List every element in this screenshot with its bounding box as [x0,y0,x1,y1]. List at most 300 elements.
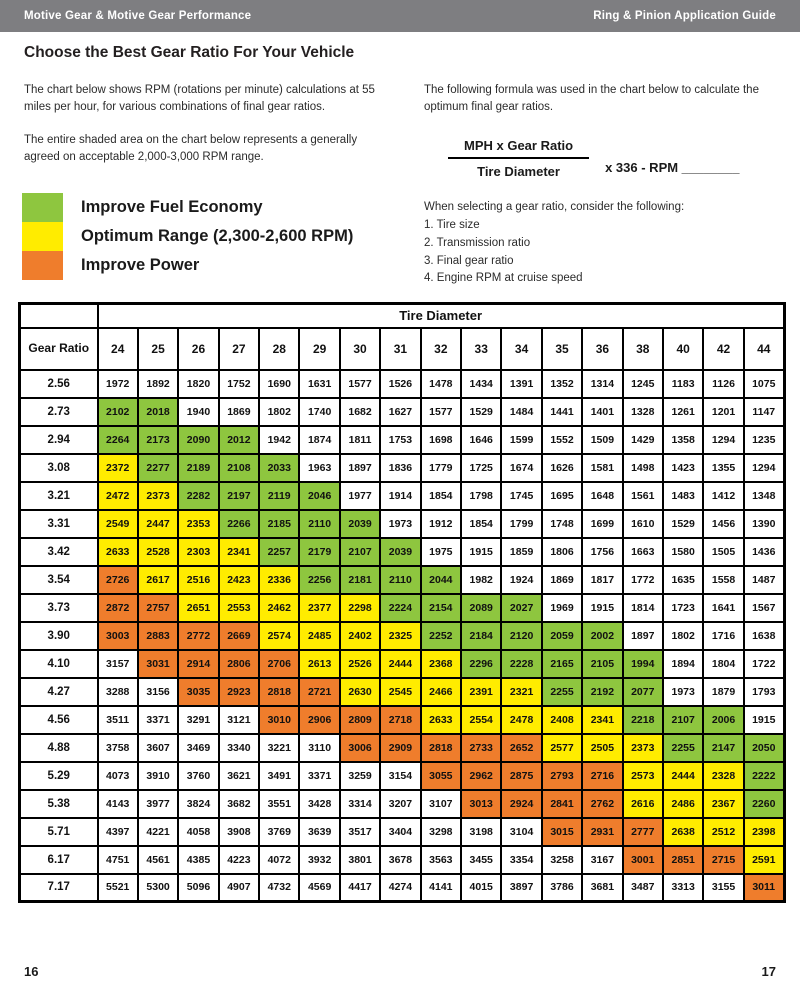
rpm-cell: 2633 [421,706,461,734]
rpm-cell: 2154 [421,594,461,622]
rpm-cell: 3198 [461,818,501,846]
rpm-cell: 1626 [542,454,582,482]
consideration-item: 3. Final gear ratio [424,254,514,267]
rpm-cell: 4397 [98,818,138,846]
rpm-cell: 1526 [380,370,420,398]
rpm-cell: 3801 [340,846,380,874]
rpm-cell: 1245 [623,370,663,398]
table-row [20,650,785,678]
tire-size-cell: 29 [299,328,339,370]
rpm-cell: 2257 [259,538,299,566]
rpm-cell: 2777 [623,818,663,846]
rpm-table [18,302,786,903]
rpm-cell: 1674 [501,454,541,482]
gear-ratio-cell: 3.31 [20,510,98,538]
gear-ratio-cell: 3.42 [20,538,98,566]
rpm-cell: 2591 [744,846,784,874]
table-row [20,482,785,510]
consideration-item: 4. Engine RPM at cruise speed [424,272,583,285]
rpm-cell: 2110 [299,510,339,538]
rpm-cell: 2512 [703,818,743,846]
rpm-cell: 2090 [178,426,218,454]
rpm-cell: 1690 [259,370,299,398]
rpm-cell: 2706 [259,650,299,678]
rpm-cell: 4732 [259,874,299,902]
rpm-cell: 3760 [178,762,218,790]
gear-ratio-cell: 5.71 [20,818,98,846]
rpm-cell: 1879 [703,678,743,706]
tire-size-cell: 24 [98,328,138,370]
rpm-cell: 1940 [178,398,218,426]
rpm-cell: 3110 [299,734,339,762]
rpm-cell: 2147 [703,734,743,762]
table-row [20,734,785,762]
rpm-cell: 3428 [299,790,339,818]
formula-numerator: MPH x Gear Ratio [448,138,589,159]
rpm-cell: 4569 [299,874,339,902]
rpm-cell: 3291 [178,706,218,734]
rpm-cell: 1294 [744,454,784,482]
rpm-cell: 4223 [219,846,259,874]
rpm-cell: 3769 [259,818,299,846]
rpm-cell: 1802 [259,398,299,426]
rpm-cell: 1752 [219,370,259,398]
rpm-cell: 2718 [380,706,420,734]
rpm-cell: 1723 [663,594,703,622]
rpm-cell: 4385 [178,846,218,874]
rpm-cell: 1793 [744,678,784,706]
gear-ratio-cell: 4.56 [20,706,98,734]
rpm-cell: 4221 [138,818,178,846]
rpm-cell: 1874 [299,426,339,454]
rpm-cell: 2528 [138,538,178,566]
rpm-cell: 2872 [98,594,138,622]
rpm-cell: 2630 [340,678,380,706]
rpm-cell: 2757 [138,594,178,622]
rpm-cell: 3015 [542,818,582,846]
rpm-cell: 1423 [663,454,703,482]
rpm-cell: 1627 [380,398,420,426]
column-header-row [20,328,785,370]
rpm-cell: 2266 [219,510,259,538]
rpm-cell: 1355 [703,454,743,482]
rpm-cell: 2328 [703,762,743,790]
gear-ratio-cell: 4.88 [20,734,98,762]
rpm-cell: 1854 [421,482,461,510]
rpm-cell: 2377 [299,594,339,622]
rpm-cell: 2165 [542,650,582,678]
rpm-cell: 2050 [744,734,784,762]
rpm-cell: 2255 [663,734,703,762]
rpm-cell: 2931 [582,818,622,846]
rpm-cell: 1756 [582,538,622,566]
rpm-cell: 1804 [703,650,743,678]
rpm-cell: 3551 [259,790,299,818]
rpm-cell: 4143 [98,790,138,818]
rpm-cell: 3031 [138,650,178,678]
rpm-cell: 2633 [98,538,138,566]
rpm-cell: 2077 [623,678,663,706]
rpm-cell: 4015 [461,874,501,902]
rpm-cell: 2222 [744,762,784,790]
rpm-cell: 3288 [98,678,138,706]
intro-paragraph-2: The entire shaded area on the chart below represents a generally agreed on acceptable 2,000-3,000 RPM range. [24,134,358,164]
rpm-cell: 1484 [501,398,541,426]
table-row [20,706,785,734]
rpm-cell: 2447 [138,510,178,538]
rpm-cell: 2806 [219,650,259,678]
gear-ratio-cell: 3.73 [20,594,98,622]
rpm-cell: 2102 [98,398,138,426]
rpm-cell: 2851 [663,846,703,874]
rpm-cell: 1412 [703,482,743,510]
rpm-cell: 1859 [501,538,541,566]
rpm-cell: 1915 [461,538,501,566]
page-number-right: 17 [761,964,776,979]
rpm-cell: 2669 [219,622,259,650]
rpm-cell: 2398 [744,818,784,846]
table-row [20,398,785,426]
rpm-cell: 1799 [501,510,541,538]
rpm-cell: 3487 [623,874,663,902]
rpm-cell: 2341 [582,706,622,734]
rpm-cell: 2277 [138,454,178,482]
rpm-cell: 2726 [98,566,138,594]
rpm-cell: 3104 [501,818,541,846]
rpm-cell: 1577 [421,398,461,426]
tire-size-cell: 28 [259,328,299,370]
rpm-cell: 1552 [542,426,582,454]
table-row [20,454,785,482]
rpm-cell: 1748 [542,510,582,538]
table-row [20,790,785,818]
tire-size-cell: 36 [582,328,622,370]
rpm-cell: 2923 [219,678,259,706]
considerations-list [424,217,583,288]
tire-size-cell: 44 [744,328,784,370]
rpm-cell: 2485 [299,622,339,650]
rpm-cell: 1567 [744,594,784,622]
rpm-cell: 2909 [380,734,420,762]
rpm-cell: 1235 [744,426,784,454]
gear-ratio-cell: 3.90 [20,622,98,650]
rpm-cell: 1352 [542,370,582,398]
gear-ratio-cell: 5.38 [20,790,98,818]
table-row [20,678,785,706]
rpm-cell: 2296 [461,650,501,678]
rpm-cell: 2325 [380,622,420,650]
rpm-cell: 2652 [501,734,541,762]
rpm-cell: 1498 [623,454,663,482]
rpm-cell: 3897 [501,874,541,902]
corner-cell [20,304,98,328]
rpm-cell: 2554 [461,706,501,734]
rpm-cell: 1328 [623,398,663,426]
rpm-cell: 3621 [219,762,259,790]
gear-ratio-cell: 2.56 [20,370,98,398]
rpm-cell: 1915 [582,594,622,622]
rpm-cell: 1580 [663,538,703,566]
rpm-cell: 1483 [663,482,703,510]
rpm-cell: 2553 [219,594,259,622]
rpm-cell: 1441 [542,398,582,426]
rpm-cell: 1648 [582,482,622,510]
rpm-cell: 2046 [299,482,339,510]
legend-label: Improve Fuel Economy [81,198,263,216]
rpm-cell: 4561 [138,846,178,874]
rpm-cell: 2372 [98,454,138,482]
table-row [20,874,785,902]
rpm-cell: 2044 [421,566,461,594]
rpm-cell: 2402 [340,622,380,650]
rpm-cell: 2444 [663,762,703,790]
rpm-cell: 3121 [219,706,259,734]
rpm-cell: 3786 [542,874,582,902]
rpm-cell: 1969 [542,594,582,622]
rpm-cell: 4072 [259,846,299,874]
rpm-cell: 2018 [138,398,178,426]
rpm-cell: 1798 [461,482,501,510]
rpm-cell: 3758 [98,734,138,762]
rpm-cell: 3908 [219,818,259,846]
rpm-cell: 2549 [98,510,138,538]
rpm-cell: 1201 [703,398,743,426]
legend-swatch-optimum-range [22,222,63,251]
table-row [20,762,785,790]
rpm-cell: 2107 [663,706,703,734]
gear-ratio-cell: 3.08 [20,454,98,482]
rpm-cell: 2818 [259,678,299,706]
rpm-cell: 1183 [663,370,703,398]
formula-fraction [448,138,589,179]
table-row [20,594,785,622]
rpm-cell: 4073 [98,762,138,790]
rpm-cell: 2181 [340,566,380,594]
page-number-left: 16 [24,964,39,979]
rpm-cell: 3258 [542,846,582,874]
rpm-cell: 2716 [582,762,622,790]
rpm-cell: 1897 [340,454,380,482]
rpm-cell: 2353 [178,510,218,538]
gear-ratio-header: Gear Ratio [20,328,98,370]
rpm-cell: 2772 [178,622,218,650]
rpm-cell: 1390 [744,510,784,538]
rpm-cell: 1505 [703,538,743,566]
rpm-cell: 1261 [663,398,703,426]
tire-diameter-header-row [20,304,785,328]
rpm-cell: 1147 [744,398,784,426]
rpm-cell: 3001 [623,846,663,874]
header-right-title: Ring & Pinion Application Guide [593,10,776,22]
rpm-cell: 3455 [461,846,501,874]
rpm-cell: 1487 [744,566,784,594]
rpm-cell: 1973 [380,510,420,538]
rpm-cell: 5096 [178,874,218,902]
rpm-cell: 2883 [138,622,178,650]
rpm-cell: 1509 [582,426,622,454]
rpm-cell: 2505 [582,734,622,762]
rpm-cell: 2478 [501,706,541,734]
rpm-cell: 2914 [178,650,218,678]
consideration-item: 1. Tire size [424,219,480,231]
gear-ratio-cell: 3.54 [20,566,98,594]
rpm-cell: 2002 [582,622,622,650]
rpm-cell: 1753 [380,426,420,454]
tire-size-cell: 30 [340,328,380,370]
rpm-cell: 2039 [340,510,380,538]
rpm-cell: 2264 [98,426,138,454]
tire-size-cell: 34 [501,328,541,370]
rpm-cell: 1973 [663,678,703,706]
rpm-cell: 2120 [501,622,541,650]
rpm-cell: 2059 [542,622,582,650]
rpm-cell: 2107 [340,538,380,566]
legend [22,193,353,280]
rpm-cell: 1698 [421,426,461,454]
rpm-cell: 2818 [421,734,461,762]
table-row [20,818,785,846]
rpm-cell: 4907 [219,874,259,902]
rpm-cell: 3035 [178,678,218,706]
table-row [20,510,785,538]
rpm-cell: 2282 [178,482,218,510]
rpm-cell: 3155 [703,874,743,902]
rpm-cell: 2616 [623,790,663,818]
rpm-cell: 3404 [380,818,420,846]
rpm-cell: 1358 [663,426,703,454]
rpm-cell: 2466 [421,678,461,706]
rpm-cell: 3298 [421,818,461,846]
rpm-cell: 4058 [178,818,218,846]
rpm-cell: 1695 [542,482,582,510]
rpm-cell: 2189 [178,454,218,482]
legend-label: Optimum Range (2,300-2,600 RPM) [81,227,354,245]
rpm-cell: 1814 [623,594,663,622]
rpm-cell: 2252 [421,622,461,650]
rpm-cell: 4751 [98,846,138,874]
rpm-cell: 3207 [380,790,420,818]
tire-size-cell: 31 [380,328,420,370]
rpm-cell: 1436 [744,538,784,566]
rpm-cell: 4417 [340,874,380,902]
rpm-cell: 3013 [461,790,501,818]
rpm-cell: 1401 [582,398,622,426]
rpm-cell: 2303 [178,538,218,566]
rpm-cell: 2336 [259,566,299,594]
rpm-cell: 1699 [582,510,622,538]
rpm-cell: 1975 [421,538,461,566]
rpm-cell: 1294 [703,426,743,454]
rpm-cell: 1745 [501,482,541,510]
rpm-cell: 3154 [380,762,420,790]
rpm-cell: 2809 [340,706,380,734]
rpm-cell: 2573 [623,762,663,790]
legend-label: Improve Power [81,256,200,274]
rpm-cell: 1892 [138,370,178,398]
rpm-cell: 5521 [98,874,138,902]
rpm-cell: 1348 [744,482,784,510]
rpm-cell: 2298 [340,594,380,622]
rpm-cell: 2423 [219,566,259,594]
rpm-cell: 2185 [259,510,299,538]
rpm-cell: 3006 [340,734,380,762]
rpm-cell: 2762 [582,790,622,818]
gear-ratio-cell: 4.10 [20,650,98,678]
table-row [20,370,785,398]
rpm-cell: 3156 [138,678,178,706]
rpm-cell: 3371 [299,762,339,790]
tire-size-cell: 32 [421,328,461,370]
rpm-cell: 2526 [340,650,380,678]
rpm-cell: 3314 [340,790,380,818]
tire-size-cell: 40 [663,328,703,370]
rpm-cell: 3682 [219,790,259,818]
rpm-cell: 1610 [623,510,663,538]
rpm-cell: 1869 [219,398,259,426]
rpm-cell: 2545 [380,678,420,706]
rpm-cell: 2368 [421,650,461,678]
rpm-cell: 1924 [501,566,541,594]
rpm-cell: 2875 [501,762,541,790]
rpm-cell: 2255 [542,678,582,706]
rpm-cell: 1869 [542,566,582,594]
rpm-cell: 1854 [461,510,501,538]
rpm-cell: 1779 [421,454,461,482]
rpm-cell: 2486 [663,790,703,818]
rpm-cell: 1897 [623,622,663,650]
rpm-cell: 3932 [299,846,339,874]
rpm-cell: 1635 [663,566,703,594]
rpm-cell: 1716 [703,622,743,650]
gear-ratio-cell: 4.27 [20,678,98,706]
rpm-cell: 1314 [582,370,622,398]
rpm-cell: 2651 [178,594,218,622]
formula-intro: The following formula was used in the chart below to calculate the optimum final gear ratios. [424,84,759,114]
rpm-cell: 2173 [138,426,178,454]
rpm-cell: 2218 [623,706,663,734]
rpm-cell: 2444 [380,650,420,678]
rpm-cell: 1994 [623,650,663,678]
rpm-cell: 2793 [542,762,582,790]
table-row [20,538,785,566]
rpm-cell: 1558 [703,566,743,594]
rpm-cell: 2105 [582,650,622,678]
rpm-cell: 1836 [380,454,420,482]
rpm-cell: 3681 [582,874,622,902]
rpm-cell: 2962 [461,762,501,790]
rpm-cell: 2256 [299,566,339,594]
rpm-cell: 2924 [501,790,541,818]
rpm-cell: 1641 [703,594,743,622]
rpm-cell: 1429 [623,426,663,454]
rpm-cell: 2373 [623,734,663,762]
rpm-cell: 5300 [138,874,178,902]
rpm-cell: 3354 [501,846,541,874]
rpm-cell: 3055 [421,762,461,790]
header-left-title: Motive Gear & Motive Gear Performance [24,10,252,22]
legend-item [22,251,353,280]
rpm-cell: 2119 [259,482,299,510]
rpm-cell: 2906 [299,706,339,734]
intro-paragraph-1: The chart below shows RPM (rotations per minute) calculations at 55 miles per hour, for various combinations of final gear ratios. [24,84,375,114]
rpm-cell: 1434 [461,370,501,398]
rpm-cell: 3313 [663,874,703,902]
rpm-formula [448,138,740,179]
rpm-cell: 1802 [663,622,703,650]
gear-ratio-cell: 3.21 [20,482,98,510]
rpm-cell: 2192 [582,678,622,706]
rpm-cell: 1561 [623,482,663,510]
